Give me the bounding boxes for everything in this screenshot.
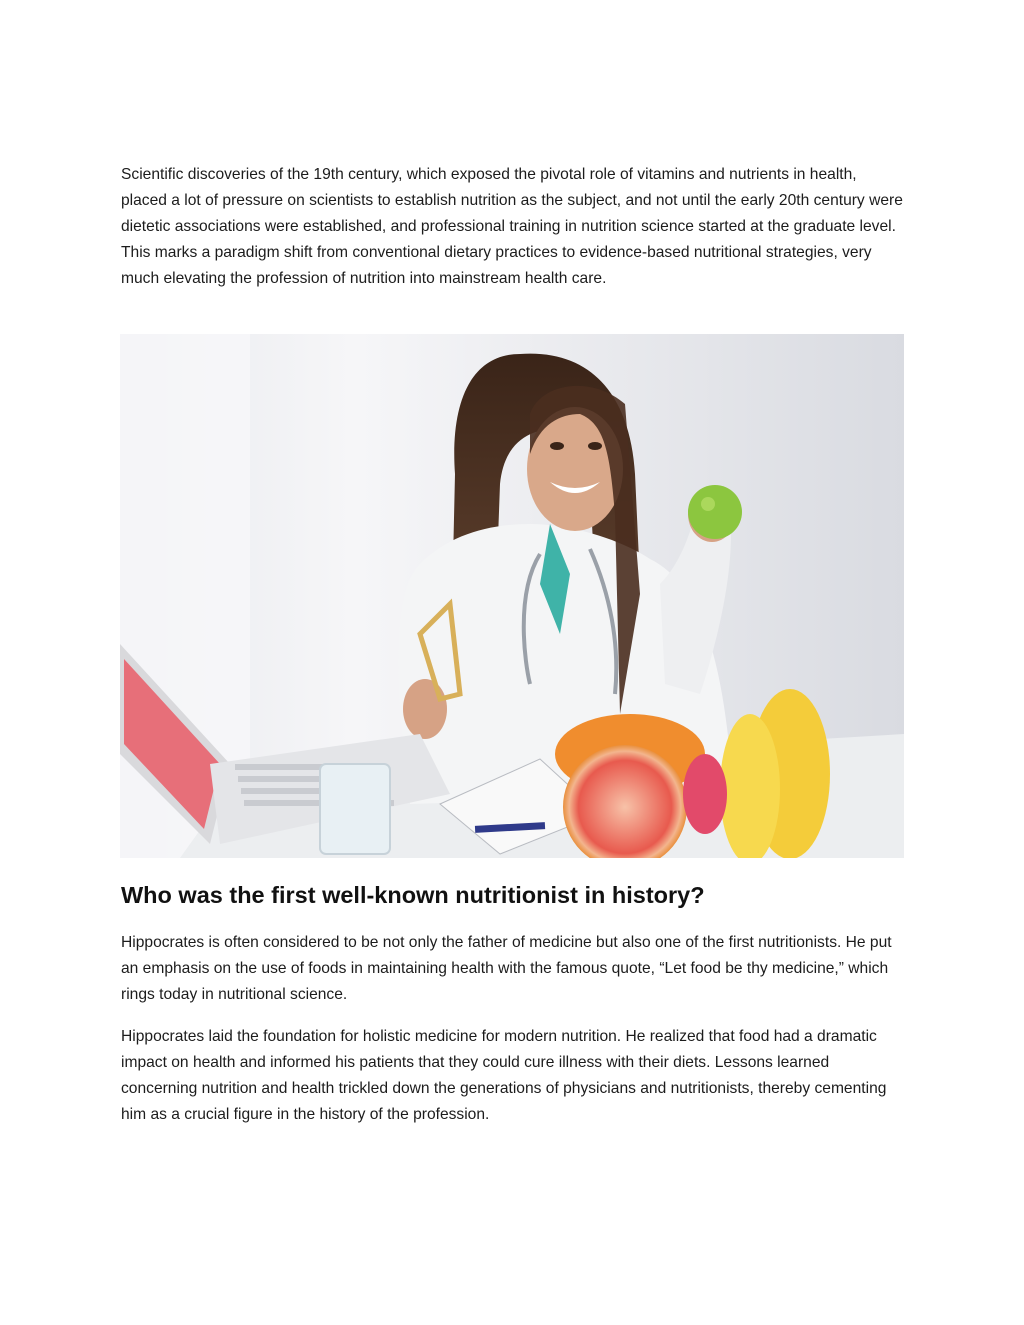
hippocrates-paragraph-1: Hippocrates is often considered to be not only the father of medicine but also one of the first nutritionists. He put an emphasis on the use of foods in maintaining health with the famous quote, “Let food be thy medicine,” which rings today in nutritional science. — [121, 934, 892, 1003]
nutritionist-photo — [120, 334, 904, 858]
section-heading: Who was the first well-known nutritionist in history? — [121, 882, 705, 908]
hippocrates-paragraph-2: Hippocrates laid the foundation for holistic medicine for modern nutrition. He realized that food had a dramatic impact on health and informed his patients that they could cure illness with their diets. Lessons learned concerning nutrition and health trickled down the generations of physicians and nutritionists, thereby cementing him as a crucial figure in the history of the profession. — [121, 1028, 887, 1123]
intro-paragraph: Scientific discoveries of the 19th century, which exposed the pivotal role of vitamins and nutrients in health, placed a lot of pressure on scientists to establish nutrition as the subject, and not until the early 20th century were dietetic associations were established, and professional training in nutrition science started at the graduate level. This marks a paradigm shift from conventional dietary practices to evidence-based nutritional strategies, very much elevating the profession of nutrition into mainstream health care. — [121, 166, 903, 287]
